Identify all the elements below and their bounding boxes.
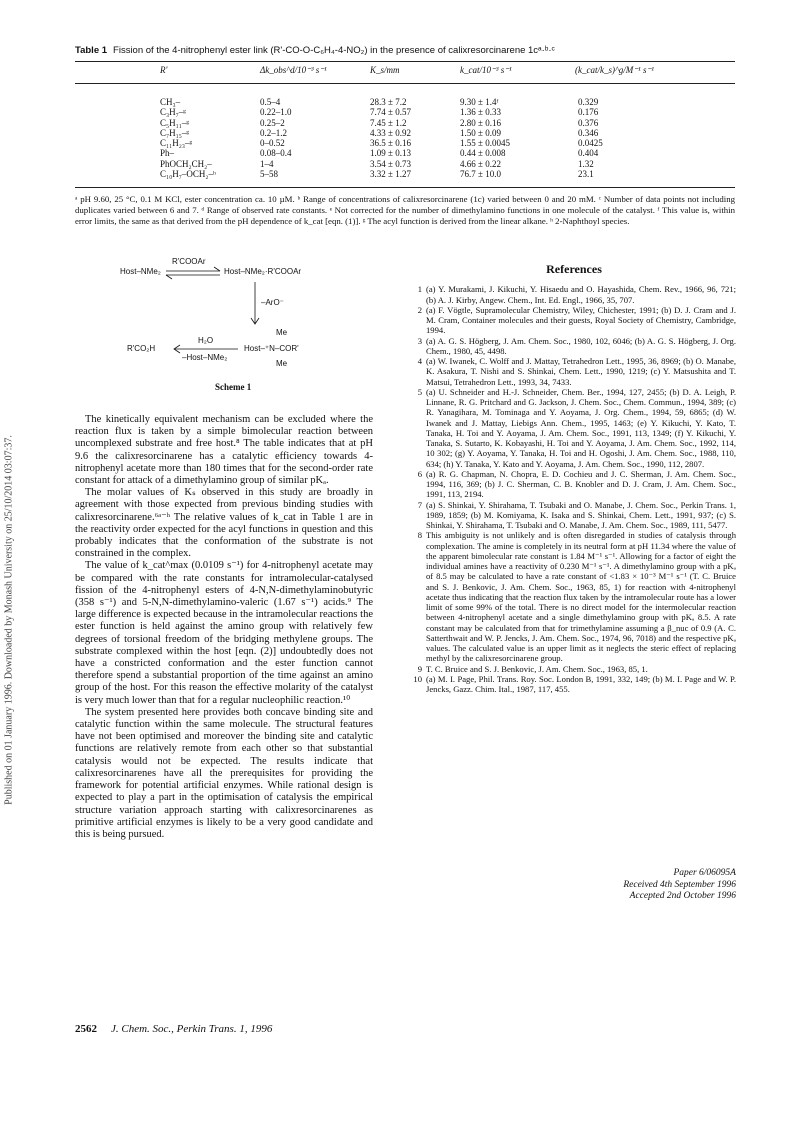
header-r: R' [160,65,168,75]
reference-number: 2 [417,304,422,315]
reference-text: (a) W. Iwanek, C. Wolff and J. Mattay, Tetrahedron Lett., 1995, 36, 8969; (b) O. Manabe, K. Asakura, T. Nishi and S. Shinkai, Chem. Lett., 1990, 1219; (c) Y. Matsushita and T. Matsui, Tetrahedron Lett., 1993, 34, 7433. [426,356,736,387]
scheme-me-bottom: Me [276,359,288,368]
cell: 0.08–0.4 [260,148,292,159]
cell: C₃H₇–ᵍ [160,107,186,118]
page-number: 2562 [75,1023,97,1035]
cell: 1.32 [578,158,594,169]
cell: 0.44 ± 0.008 [460,148,506,159]
reference-number: 4 [417,356,422,366]
reference-item [412,356,736,387]
header-kcat: k_cat/10⁻³ s⁻¹ [460,65,512,75]
reference-number: 5 [417,386,422,397]
reference-number: 7 [417,499,422,510]
cell: 0.5–4 [260,97,281,107]
column-ks [370,97,411,179]
table-header-rule [75,83,735,84]
cell: 4.33 ± 0.92 [370,127,411,138]
cell: 5–58 [260,169,278,180]
received-date: Received 4th September 1996 [623,879,736,890]
header-dk: Δk_obs^d/10⁻³ s⁻¹ [260,65,327,75]
column-ratio [578,97,603,179]
table-bottom-rule [75,187,735,188]
cell: 4.66 ± 0.22 [460,158,501,169]
reference-number: 3 [417,335,422,346]
scheme-intermediate: Host–⁺N–COR' [244,344,299,353]
cell: 0.2–1.2 [260,127,287,138]
scheme-me-top: Me [276,328,288,337]
column-r [160,97,216,179]
scheme-product: R'CO₂H [127,344,156,353]
table-label: Table 1 [75,45,108,56]
reference-text: (a) F. Vögtle, Supramolecular Chemistry, Wiley, Chichester, 1991; (b) D. J. Cram and J. M. Cram, Container molecules and their guests, Royal Society of Chemistry, Cambridge, 1994. [426,304,736,336]
cell: C₅H₁₁–ᵍ [160,117,190,128]
cell: PhOCH₂CH₂– [160,158,212,169]
cell: 0.376 [578,117,599,128]
cell: 36.5 ± 0.16 [370,138,411,149]
reference-item [412,469,736,500]
cell: 1.36 ± 0.33 [460,107,501,118]
cell: C₇H₁₅–ᵍ [160,127,190,138]
cell: Ph– [160,148,175,159]
scheme-reagent: R'COOAr [172,257,206,266]
paragraph: The value of k_cat^max (0.0109 s⁻¹) for 4-nitrophenyl acetate may be compared with the rate constants for intramolecular-catalysed fission of the 4-nitrophenyl esters of 4-N,N-dimethylaminobutyric (358 s⁻¹) and 5-N,N-dimethylamino-valeric (1.67 s⁻¹) acids.⁹ The large difference is expected because in the intramolecular reactions the ester function is held against the amino group with relatively few degrees of torsional freedom of the bridging methylene groups. The substrate complexed within the host [eqn. (2)] undoubtedly does not have a constricted conformation and the ester function cannot therefore spend a substantial proportion of the time against an amino group of the host. For this reason the effective molarity of the catalyst is very much lower than that for a regular nucleophilic reaction.¹⁰ [75,560,373,706]
scheme-leaving-group: –ArO⁻ [261,298,284,307]
accepted-date: Accepted 2nd October 1996 [629,891,736,901]
cell: 0.329 [578,97,599,107]
cell: 0.404 [578,148,599,159]
reference-item [412,387,736,469]
cell: 7.45 ± 1.2 [370,117,407,128]
reference-text: (a) M. I. Page, Phil. Trans. Roy. Soc. London B, 1991, 332, 149; (b) M. I. Page and W. P. Jencks, Gazz. Chim. Ital., 1987, 117, 455. [426,673,736,694]
table-caption [75,45,735,56]
cell: 1.55 ± 0.0045 [460,138,510,149]
cell: 1.09 ± 0.13 [370,148,411,159]
paragraph: The molar values of Kₛ observed in this study are broadly in agreement with those expected from previous binding studies with calixresorcinarene.⁶ᵃ⁻ʰ The relative values of k_cat in Table 1 are in the reactivity order expected for the acyl functions in question and this probably indicates that the conformation of the substrate is not constrained in the complex. [75,487,373,560]
scheme-water: H₂O [198,336,214,345]
cell: 0–0.52 [260,138,285,149]
data-table [75,61,735,189]
download-notice-text: Published on 01 January 1996. Downloaded by Monash University on 25/10/2014 03:07:37. [3,435,15,805]
journal-citation: J. Chem. Soc., Perkin Trans. 1, 1996 [111,1023,273,1035]
reference-number: 10 [413,673,422,684]
paragraph: The system presented here provides both concave binding site and catalytic function within the same molecule. The structural features have not been optimised and moreover the binding site and catalytic functions are relatively remote from each other so that substantial catalysis would not be expected. The results indicate that calixresorcinarenes have all the prerequisites for providing the framework for potential artificial enzymes. While rational design is expected to play a part in the optimisation of catalysis the empirical structure variation approach starting with calixresorcinarenes as primitive artificial enzymes is likely to be a very good candidate and this is being pursued. [75,706,373,840]
reference-item [412,305,736,336]
cell: 3.54 ± 0.73 [370,158,411,169]
reference-text: (a) U. Schneider and H.-J. Schneider, Chem. Ber., 1994, 127, 2455; (b) D. A. Leigh, P. Linnane, R. G. Pritchard and G. Jackson, J. Chem. Soc., Chem. Commun., 1994, 389; (c) R. Yanagihara, M. Tominaga and Y. Aoyama, J. Org. Chem., 1994, 59, 6865; (d) W. Iwanek and J. Mattay, Liebigs Ann. Chem., 1995, 1463; (e) Y. Kikuchi, Y. Kato, T. Tanaka, H. Toi and Y. Aoyama, J. Am. Chem. Soc., 1991, 113, 1349; (f) Y. Kikuchi, Y. Tanaka, S. Sutarto, K. Kobayashi, H. Toi and Y. Aoyama, J. Am. Chem. Soc., 1992, 114, 10 302; (g) Y. Aoyama, Y. Tanaka, H. Toi and H. Ogoshi, J. Am. Chem. Soc., 1988, 110, 634; (h) Y. Tanaka, Y. Kato and Y. Aoyama, J. Am. Chem. Soc., 1990, 112, 2807. [426,386,736,469]
reference-text: (a) Y. Murakami, J. Kikuchi, Y. Hisaedu and O. Hayashida, Chem. Rev., 1966, 96, 721; (b) A. J. Kirby, Angew. Chem., Int. Ed. Engl., 1966, 35, 707. [426,284,736,305]
cell: 1–4 [260,158,274,169]
table-caption-text: Fission of the 4-nitrophenyl ester link (R'-CO-O-C₆H₄-4-NO₂) in the presence of calixresorcinarene 1cᵃ·ᵇ·ᶜ [113,45,555,56]
cell: 2.80 ± 0.16 [460,117,501,128]
reference-item [412,530,736,663]
cell: CH₃– [160,97,181,107]
cell: 23.1 [578,169,594,180]
reference-text: (a) S. Shinkai, Y. Shirahama, T. Tsubaki and O. Manabe, J. Chem. Soc., Perkin Trans. 1, 1989, 1859; (b) M. Komiyama, K. Isaka and S. Shinkai, Chem. Lett., 1991, 937; (c) S. Shinkai, Y. Shirahama, T. Tsubaki and O. Manabe, J. Am. Chem. Soc., 1989, 111, 5477. [426,499,736,530]
cell: 7.74 ± 0.57 [370,107,411,118]
reference-number: 9 [417,663,422,674]
header-ks: K_s/mm [370,65,400,75]
cell: 0.22–1.0 [260,107,292,118]
header-ratio: (k_cat/k_s)^g/M⁻¹ s⁻¹ [575,65,654,75]
paper-receipt [560,868,736,903]
scheme-arrows [120,262,340,392]
references-section [412,264,736,694]
scheme-title: Scheme 1 [215,382,252,392]
table-top-rule [75,61,735,62]
column-dk [260,97,292,179]
reference-number: 1 [417,284,422,295]
cell: 76.7 ± 10.0 [460,169,501,180]
cell: 0.25–2 [260,117,285,128]
cell: C₁₀H₇–OCH₂–ʰ [160,169,216,180]
scheme-released-host: –Host–NMe₂ [182,353,228,362]
references-heading: References [546,262,602,276]
reference-item [412,336,736,357]
reference-text: (a) A. G. S. Högberg, J. Am. Chem. Soc., 1980, 102, 6046; (b) A. G. S. Högberg, J. Org. Chem., 1980, 45, 4498. [426,335,736,356]
reference-number: 8 [417,530,422,541]
reference-text: This ambiguity is not unlikely and is often disregarded in studies of catalysis through complexation. The amine is completely in its neutral form at pH 11.34 where the value of the apparent bimolecular rate constant is 1.84 M⁻¹ s⁻¹. Allowing for a factor of eight the individual amines have a reactivity of 0.230 M⁻¹ s⁻¹. A dimethylamino group with a pKₐ of 8.5 may be calculated to have a rate constant of <1.83 × 10⁻³ M⁻¹ s⁻¹ (T. C. Bruice and S. J. Benkovic, J. Am. Chem. Soc., 1963, 85, 1) for reaction with 4-nitrophenyl acetate thus indicating that the reaction flux taken by the intramolecular route has a lower limit of some 99% of the total. There is no direct model for the intermolecular reaction between 4-nitrophenyl acetate and a single dimethylamino group with pKₐ 8.5. A rate constant may be calculated from that for trimethylamine assuming a β_nuc of 0.9 (A. C. Satterthwait and W. P. Jencks, J. Am. Chem. Soc., 1974, 96, 7018) and the respective pKₐ values. The calculated value is an upper limit as it neglects the steric effect of replacing methyl by the calixresorcinarene group. [426,530,736,664]
cell: 0.0425 [578,138,603,149]
reference-number: 6 [417,468,422,479]
reference-item [412,664,736,674]
column-kcat [460,97,510,179]
reference-text: T. C. Bruice and S. J. Benkovic, J. Am. Chem. Soc., 1963, 85, 1. [426,663,648,674]
scheme-host: Host–NMe₂ [120,267,161,276]
reference-text: (a) R. G. Chapman, N. Chopra, E. D. Cochieu and J. C. Sherman, J. Am. Chem. Soc., 1994, 116, 369; (b) J. C. Sherman, C. B. Knobler and D. J. Cram, J. Am. Chem. Soc., 1991, 113, 2194. [426,468,736,500]
cell: 1.50 ± 0.09 [460,127,501,138]
cell: C₁₁H₂₃–ᵍ [160,138,193,149]
reference-item [412,500,736,531]
body-text-left [75,414,373,841]
cell: 3.32 ± 1.27 [370,169,411,180]
reference-item [412,284,736,305]
cell: 0.346 [578,127,599,138]
cell: 0.176 [578,107,599,118]
table-footnote: ᵃ pH 9.60, 25 °C, 0.1 M KCl, ester concentration ca. 10 µM. ᵇ Range of concentrations of calixresorcinarene (1c) varied between 0 and 20 mM. ᶜ Number of data points not including duplicates varied between 6 and 7. ᵈ Range of observed rate constants. ᵉ Not corrected for the number of dimethylamino functions in one molecule of the catalyst. ᶠ This value is, within error limits, the same as that derived from the pH dependence of k_cat [eqn. (1)]. ᵍ The acyl function is derived from the linear alkane. ʰ 2-Naphthoyl species. [75,194,735,226]
scheme-complex: Host–NMe₂·R'COOAr [224,267,302,276]
download-notice [2,270,16,970]
cell: 9.30 ± 1.4ᶠ [460,97,499,107]
paper-number: Paper 6/06095A [673,868,736,878]
paragraph: The kinetically equivalent mechanism can be excluded where the reaction flux is taken by a simple bimolecular reaction between uncomplexed substrate and free host.⁸ The table indicates that at pH 9.6 the calixresorcinarene has a catalytic efficiency towards 4-nitrophenyl acetate more than 180 times that for the second-order rate constant for attack of a dimethylamino group of similar pKₐ. [75,414,373,487]
reaction-scheme [120,257,340,392]
page-footer [75,1023,272,1035]
cell: 28.3 ± 7.2 [370,97,407,107]
reference-item [412,674,736,695]
